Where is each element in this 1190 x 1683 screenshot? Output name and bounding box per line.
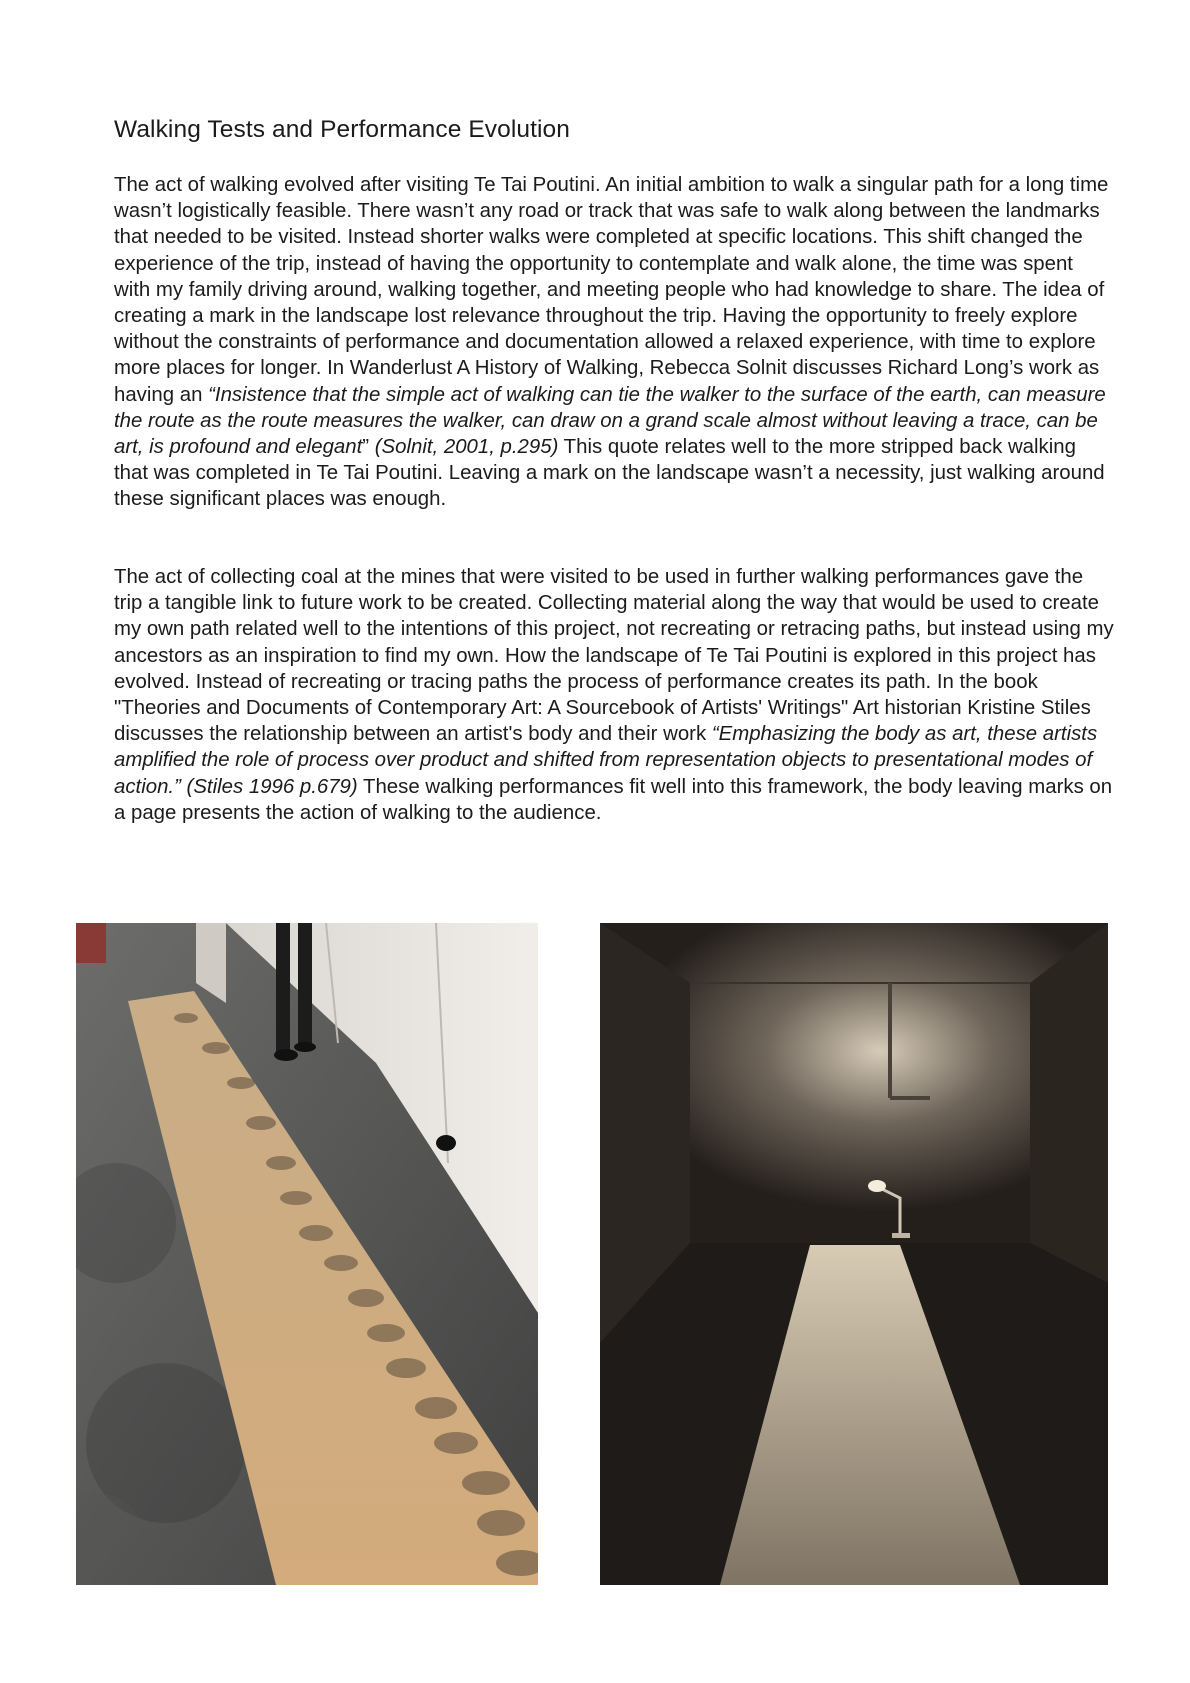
body-paragraph-1	[114, 172, 1114, 513]
paragraph-1-quote: “Insistence that the simple act of walking can tie the walker to the surface of the earth, can measure the route as the route measures the walker, can draw on a grand scale almost without leaving a trace, can be art, is profound and elegant	[114, 383, 1106, 459]
paragraph-1-text-b: This quote relates well to the more stripped back walking that was completed in Te Tai Poutini. Leaving a mark on the landscape wasn’t a necessity, just walking around these significant places was enough.	[114, 436, 1105, 511]
footprints-illustration	[76, 923, 538, 1585]
photo-lamp-lit-paper-path	[600, 923, 1108, 1585]
body-paragraph-2	[114, 564, 1114, 826]
dark-room-illustration	[600, 923, 1108, 1585]
photo-footprints-paper-path	[76, 923, 538, 1585]
page-title: Walking Tests and Performance Evolution	[114, 116, 571, 143]
paragraph-2-text-b: These walking performances fit well into this framework, the body leaving marks on a page presents the action of walking to the audience.	[114, 775, 1113, 824]
paragraph-1-text-a: The act of walking evolved after visiting Te Tai Poutini. An initial ambition to walk a singular path for a long time wasn’t logistically feasible. There wasn’t any road or track that was safe to walk along between the landmarks that needed to be visited. Instead shorter walks were completed at specific locations. This shift changed the experience of the trip, instead of having the opportunity to contemplate and walk alone, the time was spent with my family driving around, walking together, and meeting people who had knowledge to share. The idea of creating a mark in the landscape lost relevance throughout the trip. Having the opportunity to freely explore without the constraints of performance and documentation allowed a relaxed experience, with time to explore more places for longer. In Wanderlust A History of Walking, Rebecca Solnit discusses Richard Long’s work as having an	[114, 174, 1109, 406]
paragraph-2-text-a: The act of collecting coal at the mines that were visited to be used in further walking performances gave the trip a tangible link to future work to be created. Collecting material along the way that would be used to create my own path related well to the intentions of this project, not recreating or retracing paths, but instead using my ancestors as an inspiration to find my own. How the landscape of Te Tai Poutini is explored in this project has evolved. Instead of recreating or tracing paths the process of performance creates its path. In the book "Theories and Documents of Contemporary Art: A Sourcebook of Artists' Writings" Art historian Kristine Stiles discusses the relationship between an artist's body and their work	[114, 566, 1114, 746]
paragraph-1-citation: (Solnit, 2001, p.295)	[374, 436, 559, 459]
paragraph-1-quote-close: ”	[362, 436, 375, 459]
paragraph-2-quote: “Emphasizing the body as art, these artists amplified the role of process over product and shifted from representation objects to presentational modes of action.” (Stiles 1996 p.679)	[114, 723, 1098, 798]
